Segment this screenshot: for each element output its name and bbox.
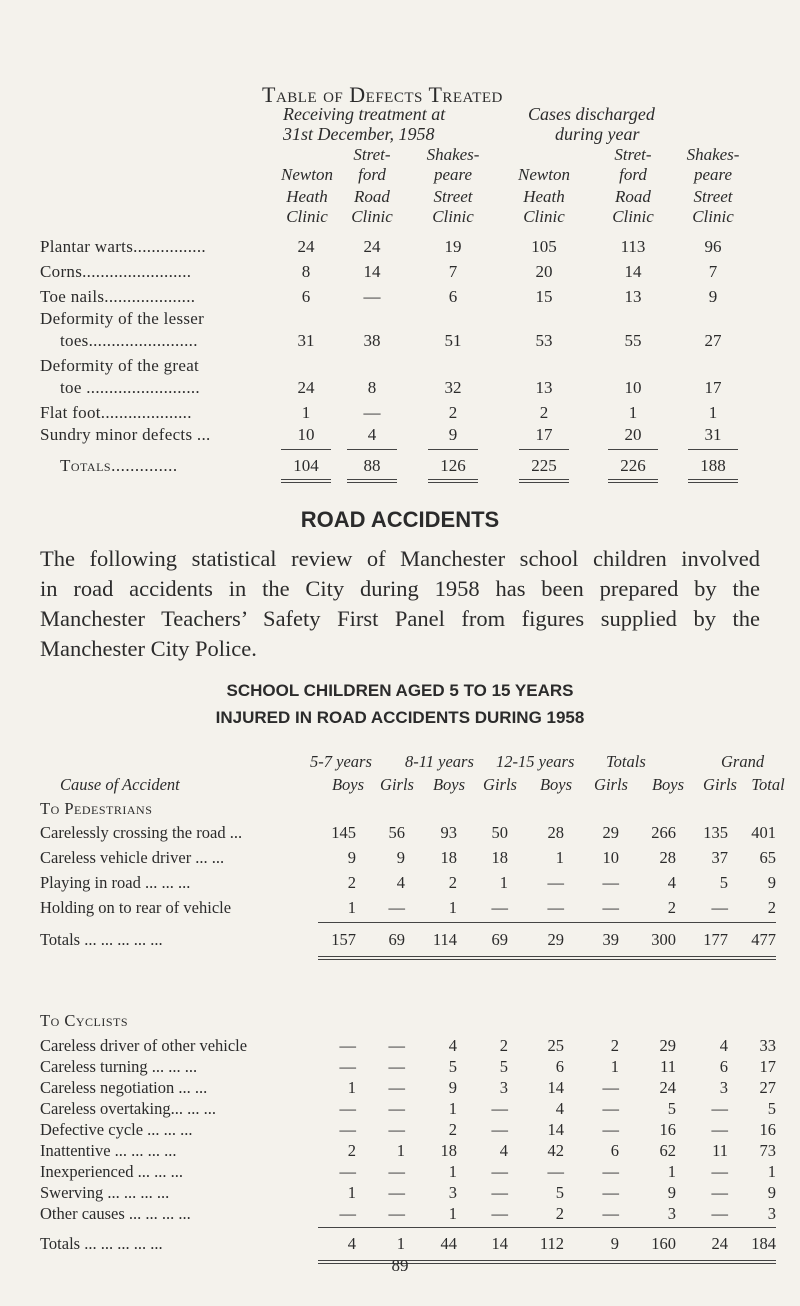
defects-column-header: ford [358,165,386,184]
cyclists-cell: 17 [759,1057,776,1076]
pedestrians-row-label: Playing in road ... ... ... [40,873,191,892]
pedestrians-cell: 28 [547,823,564,842]
sub-header: Total [751,775,785,794]
cyclists-total-cell: 44 [440,1234,457,1253]
defects-total-cell: 88 [363,456,381,475]
pedestrians-row-label: Holding on to rear of vehicle [40,898,232,917]
cyclists-cell: 2 [448,1120,457,1139]
cyclists-cell: — [711,1204,728,1223]
defects-cell: 27 [704,331,722,350]
group2-line2: during year [555,124,640,144]
defects-row-label: Sundry minor defects ... [40,425,211,444]
defects-column-header: Newton [281,165,333,184]
sub-header: Girls [380,775,414,794]
group-header: 8-11 years [405,752,474,771]
defects-row-label: Deformity of the great [40,356,200,375]
cyclists-row-label: Careless driver of other vehicle [40,1036,248,1055]
defects-cell: 96 [704,237,722,256]
cyclists-cell: 3 [719,1078,728,1097]
group1-line1: Receiving treatment at [283,104,446,124]
injured-title-line1: SCHOOL CHILDREN AGED 5 TO 15 YEARS [226,681,574,700]
defects-column-header: Clinic [286,207,328,226]
cyclists-cell: 18 [440,1141,457,1160]
defects-cell: 6 [448,287,458,306]
pedestrians-cell: 10 [602,848,619,867]
cyclists-totals-rule [318,1227,776,1228]
cyclists-cell: 3 [767,1204,776,1223]
sub-header: Boys [539,775,573,794]
pedestrians-totals-rule [318,959,776,960]
defects-column-header: ford [619,165,647,184]
paragraph-line: The following statistical review of Manchester school children involved [40,546,760,571]
pedestrians-cell: 266 [651,823,676,842]
defects-column-header: Stret- [353,145,391,164]
defects-total-rule [347,449,397,450]
cyclists-cell: 1 [448,1099,457,1118]
cyclists-cell: 29 [659,1036,676,1055]
cyclists-cell: — [602,1204,619,1223]
defects-total-rule [428,479,478,480]
cyclists-cell: 5 [448,1057,457,1076]
cyclists-cell: 5 [667,1099,676,1118]
cyclists-total-cell: 160 [651,1234,676,1253]
cyclists-cell: 11 [712,1141,728,1160]
cyclists-cell: — [711,1183,728,1202]
cyclists-cell: 6 [610,1141,619,1160]
sub-header: Girls [483,775,517,794]
cyclists-row-label: Careless turning ... ... ... [40,1057,198,1076]
cyclists-cell: 62 [659,1141,676,1160]
cyclists-row-label: Careless negotiation ... ... [40,1078,208,1097]
defects-row-label: Plantar warts................ [40,237,206,256]
pedestrians-cell: 9 [767,873,776,892]
defects-cell: 20 [624,425,642,444]
cyclists-cell: 73 [759,1141,776,1160]
paragraph-line: Manchester City Police. [40,636,257,661]
group-header: Grand [721,752,765,771]
pedestrians-cell: — [547,898,564,917]
page-number: 89 [391,1256,409,1275]
defects-column-header: Clinic [432,207,474,226]
cyclists-cell: 2 [555,1204,564,1223]
defects-column-header: peare [693,165,733,184]
cyclists-cell: 3 [667,1204,676,1223]
defects-total-rule [281,449,331,450]
defects-cell: 55 [624,331,642,350]
defects-row-label: toe ......................... [60,378,200,397]
cyclists-cell: 4 [719,1036,728,1055]
cyclists-cell: — [491,1099,508,1118]
defects-row-label: Toe nails.................... [40,287,196,306]
cyclists-cell: — [547,1162,564,1181]
cyclists-total-cell: 184 [751,1234,776,1253]
pedestrians-cell: 18 [491,848,508,867]
defects-column-header: Street [433,187,473,206]
defects-cell: 24 [297,237,315,256]
pedestrians-cell: 50 [491,823,508,842]
cyclists-cell: — [388,1078,405,1097]
defects-total-rule [281,479,331,480]
pedestrians-cell: — [711,898,728,917]
pedestrians-cell: — [547,873,564,892]
cyclists-cell: — [339,1057,356,1076]
pedestrians-totals-rule [318,922,776,923]
cyclists-row-label: Inexperienced ... ... ... [40,1162,183,1181]
defects-cell: 6 [301,287,311,306]
sub-header: Boys [432,775,466,794]
cyclists-cell: — [602,1120,619,1139]
defects-cell: 24 [297,378,315,397]
cyclists-cell: — [602,1078,619,1097]
defects-totals-label: Totals.............. [60,456,178,475]
pedestrians-cell: — [602,898,619,917]
cyclists-cell: 6 [719,1057,728,1076]
cyclists-cell: — [339,1162,356,1181]
cyclists-cell: 1 [448,1204,457,1223]
cyclists-cell: — [711,1120,728,1139]
cyclists-cell: 1 [767,1162,776,1181]
defects-total-rule [428,449,478,450]
pedestrians-cell: 401 [751,823,776,842]
pedestrians-cell: 93 [440,823,457,842]
defects-column-header: Newton [518,165,570,184]
defects-column-header: Heath [286,187,328,206]
defects-cell: 8 [301,262,311,281]
pedestrians-cell: 29 [602,823,619,842]
pedestrians-total-cell: 477 [751,930,776,949]
defects-total-cell: 226 [620,456,646,475]
defects-cell: 31 [297,331,315,350]
defects-cell: 105 [531,237,557,256]
pedestrians-cell: 2 [767,898,776,917]
defects-row-label: toes........................ [60,331,198,350]
sub-header: Girls [703,775,737,794]
defects-cell: 10 [297,425,315,444]
cyclists-totals-label: Totals ... ... ... ... ... [40,1234,163,1253]
defects-cell: 14 [624,262,642,281]
cyclists-total-cell: 9 [610,1234,619,1253]
cyclists-cell: — [602,1183,619,1202]
defects-total-cell: 126 [440,456,466,475]
pedestrians-cell: 9 [396,848,405,867]
defects-cell: 24 [363,237,381,256]
cyclists-cell: — [491,1204,508,1223]
pedestrians-cell: 18 [440,848,457,867]
cyclists-cell: 1 [347,1078,356,1097]
cyclists-cell: — [388,1099,405,1118]
sub-header: Boys [651,775,685,794]
defects-column-header: Clinic [523,207,565,226]
defects-cell: 9 [448,425,458,444]
defects-total-rule [688,479,738,480]
cyclists-cell: 16 [659,1120,676,1139]
cyclists-cell: 1 [396,1141,405,1160]
pedestrians-cell: 4 [396,873,405,892]
pedestrians-cell: 37 [711,848,728,867]
cyclists-row-label: Careless overtaking... ... ... [40,1099,216,1118]
pedestrians-cell: 1 [555,848,564,867]
pedestrians-row-label: Carelessly crossing the road ... [40,823,243,842]
cyclists-cell: 14 [547,1078,564,1097]
defects-cell: 8 [367,378,377,397]
sub-header: Boys [331,775,365,794]
cyclists-cell: — [711,1162,728,1181]
group-header: 5-7 years [310,752,372,771]
cyclists-row-label: Inattentive ... ... ... ... [40,1141,177,1160]
defects-column-header: Road [354,187,390,206]
defects-column-header: Shakes- [686,145,740,164]
cyclists-cell: — [339,1099,356,1118]
defects-cell: 7 [448,262,458,281]
cyclists-cell: 5 [555,1183,564,1202]
pedestrians-section-title: To Pedestrians [40,799,153,818]
defects-cell: — [363,403,381,422]
group2-line1: Cases discharged [528,104,655,124]
defects-total-rule [688,449,738,450]
defects-row-label: Deformity of the lesser [40,309,205,328]
pedestrians-cell: 56 [388,823,405,842]
pedestrians-total-cell: 39 [602,930,619,949]
cyclists-cell: 27 [759,1078,776,1097]
defects-cell: 113 [620,237,646,256]
group1-line2: 31st December, 1958 [283,124,435,144]
cyclists-cell: 42 [547,1141,564,1160]
pedestrians-total-cell: 29 [547,930,564,949]
cyclists-cell: 1 [667,1162,676,1181]
cyclists-cell: — [339,1204,356,1223]
defects-cell: 17 [535,425,553,444]
pedestrians-total-cell: 177 [703,930,728,949]
cyclists-total-cell: 14 [491,1234,508,1253]
cyclists-total-cell: 1 [396,1234,405,1253]
cyclists-section-title: To Cyclists [40,1011,129,1030]
defects-cell: 1 [301,403,311,422]
defects-cell: 1 [708,403,718,422]
pedestrians-row-label: Careless vehicle driver ... ... [40,848,225,867]
pedestrians-cell: 145 [331,823,356,842]
pedestrians-total-cell: 69 [491,930,508,949]
cyclists-cell: 1 [610,1057,619,1076]
sub-header: Girls [594,775,628,794]
defects-column-header: Clinic [692,207,734,226]
defects-cell: 38 [363,331,381,350]
defects-column-header: Street [693,187,733,206]
cyclists-cell: — [491,1183,508,1202]
defects-total-rule [347,479,397,480]
defects-total-rule [428,482,478,483]
cyclists-cell: — [491,1120,508,1139]
cyclists-cell: — [388,1057,405,1076]
defects-cell: 15 [535,287,553,306]
defects-total-rule [608,482,658,483]
cyclists-cell: — [711,1099,728,1118]
cyclists-cell: 14 [547,1120,564,1139]
pedestrians-total-cell: 300 [651,930,676,949]
cyclists-row-label: Other causes ... ... ... ... [40,1204,191,1223]
pedestrians-cell: 1 [347,898,356,917]
pedestrians-cell: 65 [759,848,776,867]
cyclists-cell: — [388,1162,405,1181]
pedestrians-totals-label: Totals ... ... ... ... ... [40,930,163,949]
cyclists-cell: 5 [767,1099,776,1118]
cyclists-cell: 9 [667,1183,676,1202]
defects-total-rule [519,449,569,450]
cyclists-cell: 4 [448,1036,457,1055]
defects-cell: 7 [708,262,718,281]
pedestrians-cell: 135 [703,823,728,842]
pedestrians-cell: 1 [448,898,457,917]
cyclists-cell: 1 [347,1183,356,1202]
defects-total-cell: 188 [700,456,726,475]
group-header: 12-15 years [496,752,575,771]
defects-column-header: Stret- [614,145,652,164]
defects-cell: 13 [535,378,553,397]
defects-cell: 20 [535,262,553,281]
cyclists-cell: — [339,1036,356,1055]
cyclists-cell: 3 [499,1078,508,1097]
cyclists-cell: 5 [499,1057,508,1076]
pedestrians-cell: 28 [659,848,676,867]
defects-cell: 32 [444,378,462,397]
defects-cell: 2 [448,403,458,422]
defects-column-header: Shakes- [426,145,480,164]
defects-cell: 13 [624,287,642,306]
pedestrians-cell: 2 [347,873,356,892]
cyclists-cell: — [388,1204,405,1223]
defects-column-header: Heath [523,187,565,206]
cyclists-cell: 2 [499,1036,508,1055]
group-header: Totals [606,752,646,771]
defects-cell: 2 [539,403,549,422]
cyclists-cell: 16 [759,1120,776,1139]
defects-total-rule [688,482,738,483]
defects-total-cell: 104 [293,456,319,475]
defects-row-label: Flat foot.................... [40,403,192,422]
cyclists-cell: 1 [448,1162,457,1181]
defects-total-rule [347,482,397,483]
pedestrians-total-cell: 157 [331,930,356,949]
defects-column-header: Road [615,187,651,206]
pedestrians-cell: — [602,873,619,892]
cyclists-cell: — [339,1120,356,1139]
pedestrians-cell: 4 [667,873,676,892]
paragraph-line: Manchester Teachers’ Safety First Panel from figures supplied by the [40,606,760,631]
pedestrians-totals-rule [318,956,776,957]
cyclists-cell: — [602,1162,619,1181]
cyclists-cell: 2 [347,1141,356,1160]
defects-row-label: Corns........................ [40,262,192,281]
cyclists-cell: 9 [767,1183,776,1202]
pedestrians-cell: 9 [347,848,356,867]
cyclists-cell: 9 [448,1078,457,1097]
cyclists-cell: 3 [448,1183,457,1202]
cyclists-cell: — [388,1120,405,1139]
cyclists-cell: 24 [659,1078,676,1097]
cyclists-cell: 4 [555,1099,564,1118]
cyclists-total-cell: 24 [711,1234,728,1253]
cyclists-row-label: Defective cycle ... ... ... [40,1120,193,1139]
pedestrians-total-cell: 114 [432,930,457,949]
cyclists-cell: 11 [660,1057,676,1076]
pedestrians-cell: — [388,898,405,917]
defects-total-rule [519,479,569,480]
defects-column-header: Clinic [351,207,393,226]
defects-title: Table of Defects Treated [262,82,503,107]
defects-cell: — [363,287,381,306]
defects-total-rule [519,482,569,483]
cause-header: Cause of Accident [60,775,180,794]
cyclists-cell: — [388,1183,405,1202]
road-accidents-heading: ROAD ACCIDENTS [300,507,500,532]
defects-cell: 53 [535,331,553,350]
road-accidents-paragraph [40,544,760,664]
cyclists-cell: — [602,1099,619,1118]
defects-cell: 4 [367,425,377,444]
cyclists-row-label: Swerving ... ... ... ... [40,1183,170,1202]
cyclists-cell: — [491,1162,508,1181]
cyclists-total-cell: 112 [539,1234,564,1253]
injured-title-line2: INJURED IN ROAD ACCIDENTS DURING 1958 [215,708,585,727]
cyclists-cell: 6 [555,1057,564,1076]
defects-cell: 51 [444,331,462,350]
defects-total-cell: 225 [531,456,557,475]
pedestrians-total-cell: 69 [388,930,405,949]
defects-cell: 9 [708,287,718,306]
cyclists-cell: 2 [610,1036,619,1055]
defects-cell: 14 [363,262,381,281]
pedestrians-cell: — [491,898,508,917]
defects-cell: 19 [444,237,462,256]
cyclists-cell: 4 [499,1141,508,1160]
defects-cell: 31 [704,425,722,444]
cyclists-total-cell: 4 [347,1234,356,1253]
cyclists-cell: 33 [759,1036,776,1055]
defects-total-rule [281,482,331,483]
cyclists-cell: — [388,1036,405,1055]
pedestrians-cell: 2 [448,873,457,892]
defects-total-rule [608,449,658,450]
pedestrians-cell: 2 [667,898,676,917]
defects-total-rule [608,479,658,480]
defects-cell: 17 [704,378,722,397]
pedestrians-cell: 1 [499,873,508,892]
defects-column-header: Clinic [612,207,654,226]
pedestrians-cell: 5 [719,873,728,892]
paragraph-line: in road accidents in the City during 1958 has been prepared by the [40,576,760,601]
defects-column-header: peare [433,165,473,184]
cyclists-cell: 25 [547,1036,564,1055]
defects-cell: 10 [624,378,642,397]
defects-cell: 1 [628,403,638,422]
